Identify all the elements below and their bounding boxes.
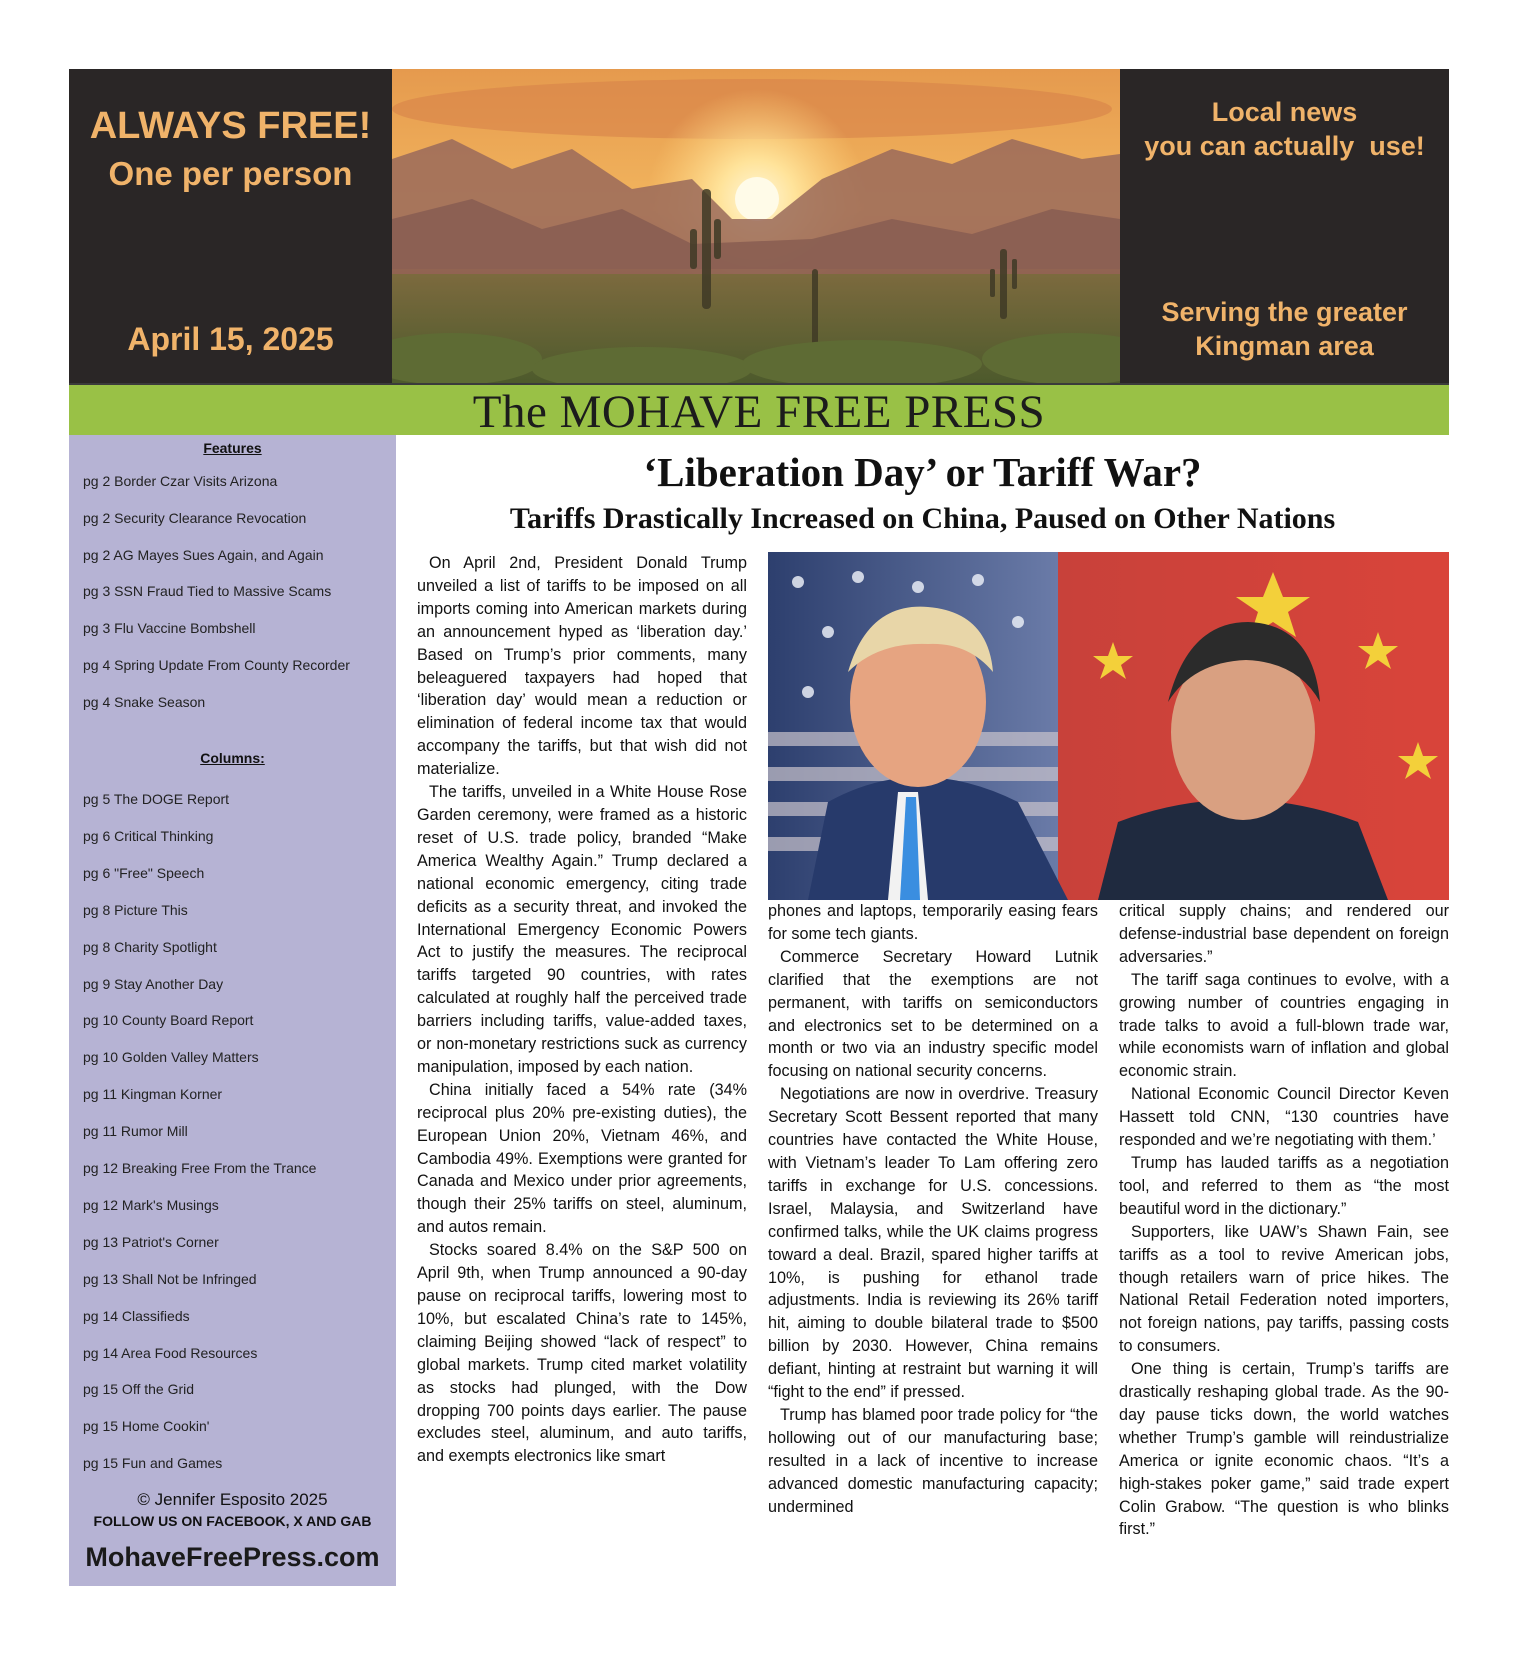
sidebar-column-item[interactable]: pg 13 Patriot's Corner: [83, 1233, 219, 1250]
sidebar-feature-item[interactable]: pg 4 Spring Update From County Recorder: [83, 657, 350, 673]
sidebar-column-item[interactable]: pg 11 Rumor Mill: [83, 1123, 188, 1140]
article-paragraph: Trump has lauded tariffs as a negotiation tool, and referred to them as “the most beautiful word in the dictionary.”: [1119, 1153, 1449, 1218]
copyright-notice: © Jennifer Esposito 2025: [137, 1490, 328, 1509]
article-paragraph: China initially faced a 54% rate (34% reciprocal plus 20% pre-existing duties), the European Union 20%, Vietnam 46%, and Cambodia 49%. Exemptions were granted for Canada and Mexico under prior agreements, though their 25% tariffs on steel, aluminum, and autos remain.: [417, 1080, 747, 1237]
article-paragraph: On April 2nd, President Donald Trump unveiled a list of tariffs to be imposed on all imports coming into American markets during an announcement hyped as ‘liberation day.’ Based on Trump’s prior comments, many beleaguered taxpayers had hoped that ‘liberation day’ would mean a reduction or elimination of federal income tax that would accompany the tariffs, but that wish did not materialize.: [417, 554, 747, 779]
leaders-flags-photo: [768, 552, 1449, 900]
social-follow-line: FOLLOW US ON FACEBOOK, X AND GAB: [93, 1513, 372, 1529]
sidebar-column-item[interactable]: pg 10 Golden Valley Matters: [83, 1049, 259, 1066]
sidebar-column-item[interactable]: pg 12 Mark's Musings: [83, 1196, 219, 1213]
newspaper-nameplate: The MOHAVE FREE PRESS: [472, 386, 1046, 438]
serving-area-tagline: [1120, 295, 1449, 363]
features-heading: Features: [203, 440, 262, 456]
website-link[interactable]: MohaveFreePress.com: [85, 1542, 380, 1572]
local-news-tagline: [1120, 95, 1449, 163]
sidebar-feature-item[interactable]: pg 2 AG Mayes Sues Again, and Again: [83, 546, 324, 563]
sidebar-column-item[interactable]: pg 15 Home Cookin': [83, 1418, 210, 1435]
article-paragraph: Stocks soared 8.4% on the S&P 500 on April 9th, when Trump announced a 90-day pause on reciprocal tariffs, lowering most to 10%, but escalated China’s rate to 145%, claiming Beijing showed “lack of respect” to global markets. Trump cited market volatility as stocks had plunged, with the Dow dropping 700 points days earlier. The pause excludes steel, aluminum, and auto tariffs, and exempts electronics like smart: [417, 1241, 747, 1466]
masthead-right-panel: [1120, 69, 1449, 383]
article-paragraph: One thing is certain, Trump’s tariffs are drastically reshaping global trade. As the 90-day pause ticks down, the world watches whether Trump’s gamble will reindustrialize America or ignite economic chaos. “It’s a high-stakes poker game,” said trade expert Colin Grabow. “The question is who blinks first.”: [1119, 1360, 1449, 1539]
article-paragraph: Commerce Secretary Howard Lutnik clarified that the exemptions are not permanent, with tariffs on semiconductors and electronics set to be determined on a month or two via an industry specific model focusing on national security concerns.: [768, 947, 1098, 1081]
article-column-3: [1119, 900, 1449, 1541]
sidebar-column-item[interactable]: pg 15 Fun and Games: [83, 1455, 223, 1472]
sidebar-index: [69, 435, 396, 1586]
sidebar-column-item[interactable]: pg 5 The DOGE Report: [83, 791, 230, 807]
article-paragraph: Supporters, like UAW’s Shawn Fain, see tariffs as a tool to revive American jobs, though retailers warn of price hikes. The National Retail Federation noted importers, not foreign nations, pay tariffs, passing costs to consumers.: [1119, 1222, 1449, 1356]
sidebar-feature-item[interactable]: pg 2 Border Czar Visits Arizona: [83, 473, 278, 489]
sidebar-column-item[interactable]: pg 8 Charity Spotlight: [83, 938, 217, 955]
sidebar-feature-item[interactable]: pg 3 Flu Vaccine Bombshell: [83, 620, 256, 637]
article-column-1: [417, 552, 747, 1468]
always-free-label: ALWAYS FREE!: [89, 105, 372, 147]
sidebar-column-item[interactable]: pg 11 Kingman Korner: [83, 1086, 223, 1103]
desert-sunset-photo: [392, 69, 1120, 383]
columns-heading: Columns:: [200, 750, 265, 766]
article-paragraph: phones and laptops, temporarily easing fears for some tech giants.: [768, 902, 1098, 943]
article-paragraph: Negotiations are now in overdrive. Treasury Secretary Scott Bessent reported that many countries have contacted the White House, with Vietnam’s leader To Lam offering zero tariffs in exchange for U.S. concessions. Israel, Malaysia, and Switzerland have confirmed talks, while the UK claims progress toward a deal. Brazil, spared higher tariffs at 10%, is pushing for ethanol trade adjustments. India is reviewing its 26% tariff hit, aiming to double bilateral trade to $500 billion by 2030. However, China remains defiant, hinting at restraint but warning it will “fight to the end” if pressed.: [768, 1085, 1098, 1402]
sidebar-column-item[interactable]: pg 12 Breaking Free From the Trance: [83, 1160, 317, 1176]
sidebar-column-item[interactable]: pg 14 Classifieds: [83, 1307, 190, 1324]
article-paragraph: National Economic Council Director Keven Hassett told CNN, “130 countries have responded and we’re negotiating with them.’: [1119, 1085, 1449, 1150]
article-column-2: [768, 900, 1098, 1518]
desert-sunset-illustration: [392, 69, 1120, 383]
issue-date: April 15, 2025: [127, 321, 334, 357]
sidebar-column-item[interactable]: pg 15 Off the Grid: [83, 1381, 195, 1398]
sidebar-feature-item[interactable]: pg 3 SSN Fraud Tied to Massive Scams: [83, 583, 332, 600]
nameplate-bar: [69, 383, 1449, 438]
article-paragraph: The tariffs, unveiled in a White House Rose Garden ceremony, were framed as a historic reset of U.S. trade policy, branded “Make America Wealthy Again.” Trump declared a national economic emergency, citing trade deficits as a security threat, and invoked the International Emergency Economic Powers Act to justify the measures. The reciprocal tariffs targeted 90 countries, with rates calculated at roughly half the perceived trade barriers including tariffs, value-added taxes, or non-monetary restrictions suck as currency manipulation, imposed by each nation.: [417, 783, 747, 1076]
leaders-flags-illustration: [768, 552, 1449, 900]
sidebar-column-item[interactable]: pg 13 Shall Not be Infringed: [83, 1270, 257, 1287]
article-paragraph: critical supply chains; and rendered our defense-industrial base dependent on foreign adversaries.”: [1119, 902, 1449, 966]
sidebar-feature-item[interactable]: pg 4 Snake Season: [83, 693, 206, 710]
local-news-line-1: Local news: [1211, 97, 1358, 127]
article-paragraph: The tariff saga continues to evolve, with a growing number of countries engaging in trade talks to avoid a full-blown trade war, while economists warn of inflation and global economic strain.: [1119, 970, 1449, 1081]
one-per-person-label: One per person: [108, 155, 353, 192]
serving-line-1: Serving the greater: [1161, 297, 1408, 327]
article-paragraph: Trump has blamed poor trade policy for “the hollowing out of our manufacturing base; resulted in a lack of incentive to increase advanced domestic manufacturing capacity; undermined: [768, 1405, 1098, 1516]
article-headline: ‘Liberation Day’ or Tariff War?: [643, 449, 1202, 495]
sidebar-column-item[interactable]: pg 6 Critical Thinking: [83, 827, 214, 844]
local-news-line-2: you can actually use!: [1144, 131, 1425, 161]
sidebar-column-item[interactable]: pg 9 Stay Another Day: [83, 975, 224, 992]
article-subhead: Tariffs Drastically Increased on China, Paused on Other Nations: [509, 502, 1336, 535]
serving-line-2: Kingman area: [1195, 331, 1374, 361]
sidebar-feature-item[interactable]: pg 2 Security Clearance Revocation: [83, 509, 307, 526]
sidebar-column-item[interactable]: pg 10 County Board Report: [83, 1012, 254, 1029]
sidebar-column-item[interactable]: pg 14 Area Food Resources: [83, 1344, 258, 1361]
sidebar-column-item[interactable]: pg 6 "Free" Speech: [83, 864, 205, 881]
masthead-left-panel: [69, 69, 392, 383]
sidebar-column-item[interactable]: pg 8 Picture This: [83, 901, 188, 918]
